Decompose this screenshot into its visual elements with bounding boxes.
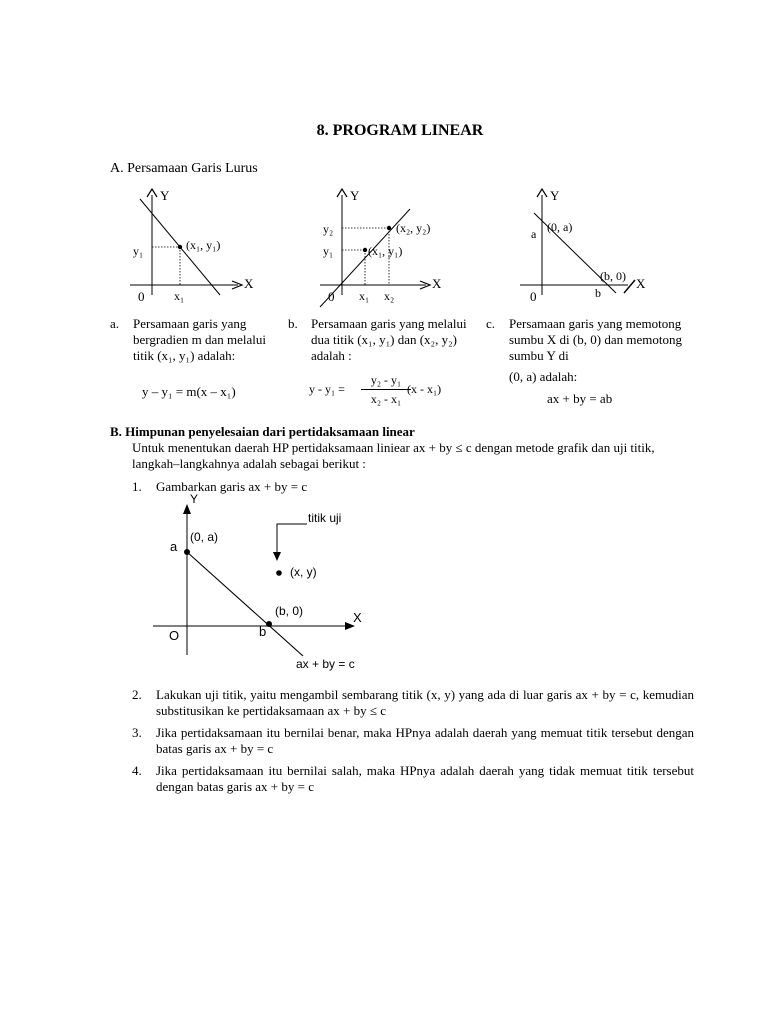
point-b-dot — [266, 621, 272, 627]
formula-lhs: y - y₁ = — [309, 382, 345, 396]
y-axis-label: Y — [190, 492, 199, 506]
y-axis-label: Y — [160, 188, 170, 203]
origin-label: 0 — [328, 289, 335, 304]
section-b-heading: B. Himpunan penyelesaian dari pertidaksamaan linear — [110, 424, 415, 439]
point-a-label: (0, a) — [190, 530, 219, 544]
item-b-label: b. — [288, 316, 298, 331]
test-point-pointer-arrow — [273, 552, 281, 561]
origin-label: 0 — [138, 289, 145, 304]
section-b-intro: Untuk menentukan daerah HP pertidaksamaan liniear ax + by ≤ c dengan metode grafik dan uji titik, langkah–langkahnya adalah sebagai berikut : — [132, 440, 655, 471]
formula-denominator: x₂ - x₁ — [370, 392, 402, 406]
item-b-formula — [309, 373, 469, 413]
step-2-num: 2. — [132, 687, 142, 702]
step-2-text: Lakukan uji titik, yaitu mengambil sembarang titik (x, y) yang ada di luar garis ax + by = c, kemudian substitusikan ke pertidaksamaan ax + by ≤ c — [156, 687, 694, 718]
step-1-text: Gambarkan garis ax + by = c — [156, 479, 308, 494]
formula-rhs: (x - x₁) — [407, 382, 442, 396]
b-tick-label: b — [259, 624, 267, 639]
y2-tick-label: y₂ — [323, 222, 334, 236]
x-axis-label: X — [353, 610, 362, 625]
y1-tick-label: y₁ — [323, 244, 334, 258]
test-point-label: (x, y) — [290, 565, 317, 579]
point-dot — [178, 245, 182, 249]
item-c-label: c. — [486, 316, 496, 331]
x-axis-label: X — [636, 276, 646, 291]
graph-test-point — [145, 490, 375, 675]
item-c-formula: ax + by = ab — [547, 391, 613, 406]
item-a-formula: y – y₁ = m(x – x₁) — [142, 384, 236, 399]
item-b-text: Persamaan garis yang melalui dua titik (x₁, y₁) dan (x₂, y₂) adalah : — [311, 316, 467, 363]
graph-two-points — [310, 183, 460, 308]
a-tick-label: a — [531, 227, 537, 241]
point1-label: (x₁, y₁) — [368, 244, 403, 258]
fraction-bar — [361, 389, 411, 390]
item-a-text: Persamaan garis yang bergradien m dan melalui titik (x₁, y₁) adalah: — [133, 316, 266, 363]
x-axis-label: X — [432, 276, 442, 291]
step-3-text: Jika pertidaksamaan itu bernilai benar, maka HPnya adalah daerah yang memuat titik tersebut dengan batas garis ax + by = c — [156, 725, 694, 756]
point-b-label: (b, 0) — [275, 604, 304, 618]
point-a-label: (0, a) — [547, 220, 573, 234]
b-tick-label: b — [595, 286, 601, 300]
point-a-dot — [184, 549, 190, 555]
item-a-label: a. — [110, 316, 120, 331]
test-label: titik uji — [308, 511, 342, 525]
test-point-pointer — [277, 524, 307, 554]
point2-label: (x₂, y₂) — [396, 221, 431, 235]
item-c-text2: (0, a) adalah: — [509, 369, 578, 384]
y-axis-label: Y — [550, 188, 560, 203]
graph-intercepts — [510, 183, 670, 308]
test-point-dot — [276, 570, 282, 576]
origin-label: 0 — [530, 289, 537, 304]
x2-tick-label: x₂ — [384, 289, 395, 303]
point-label: (x₁, y₁) — [186, 238, 221, 252]
x1-tick-label: x₁ — [359, 289, 370, 303]
line-label: ax + by = c — [296, 657, 355, 671]
page-title: 8. PROGRAM LINEAR — [316, 122, 484, 139]
x-axis-label: X — [244, 276, 254, 291]
point1-dot — [363, 248, 367, 252]
formula-numerator: y₂ - y₁ — [370, 373, 402, 387]
y-axis-label: Y — [350, 188, 360, 203]
step-1-num: 1. — [132, 479, 142, 494]
a-tick-label: a — [170, 539, 178, 554]
point-b-label: (b, 0) — [600, 269, 626, 283]
item-c-text: Persamaan garis yang memotong sumbu X di (b, 0) dan memotong sumbu Y di — [509, 316, 682, 363]
section-a-heading: A. Persamaan Garis Lurus — [110, 161, 258, 176]
step-4-num: 4. — [132, 763, 142, 778]
point2-dot — [387, 226, 391, 230]
y-tick-label: y₁ — [133, 244, 144, 258]
graph-gradient-point — [120, 183, 270, 308]
origin-label: O — [169, 628, 180, 643]
step-3-num: 3. — [132, 725, 142, 740]
x-tick-label: x₁ — [174, 289, 185, 303]
step-4-text: Jika pertidaksamaan itu bernilai salah, maka HPnya adalah daerah yang tidak memuat titik tersebut dengan batas garis ax + by = c — [156, 763, 694, 794]
